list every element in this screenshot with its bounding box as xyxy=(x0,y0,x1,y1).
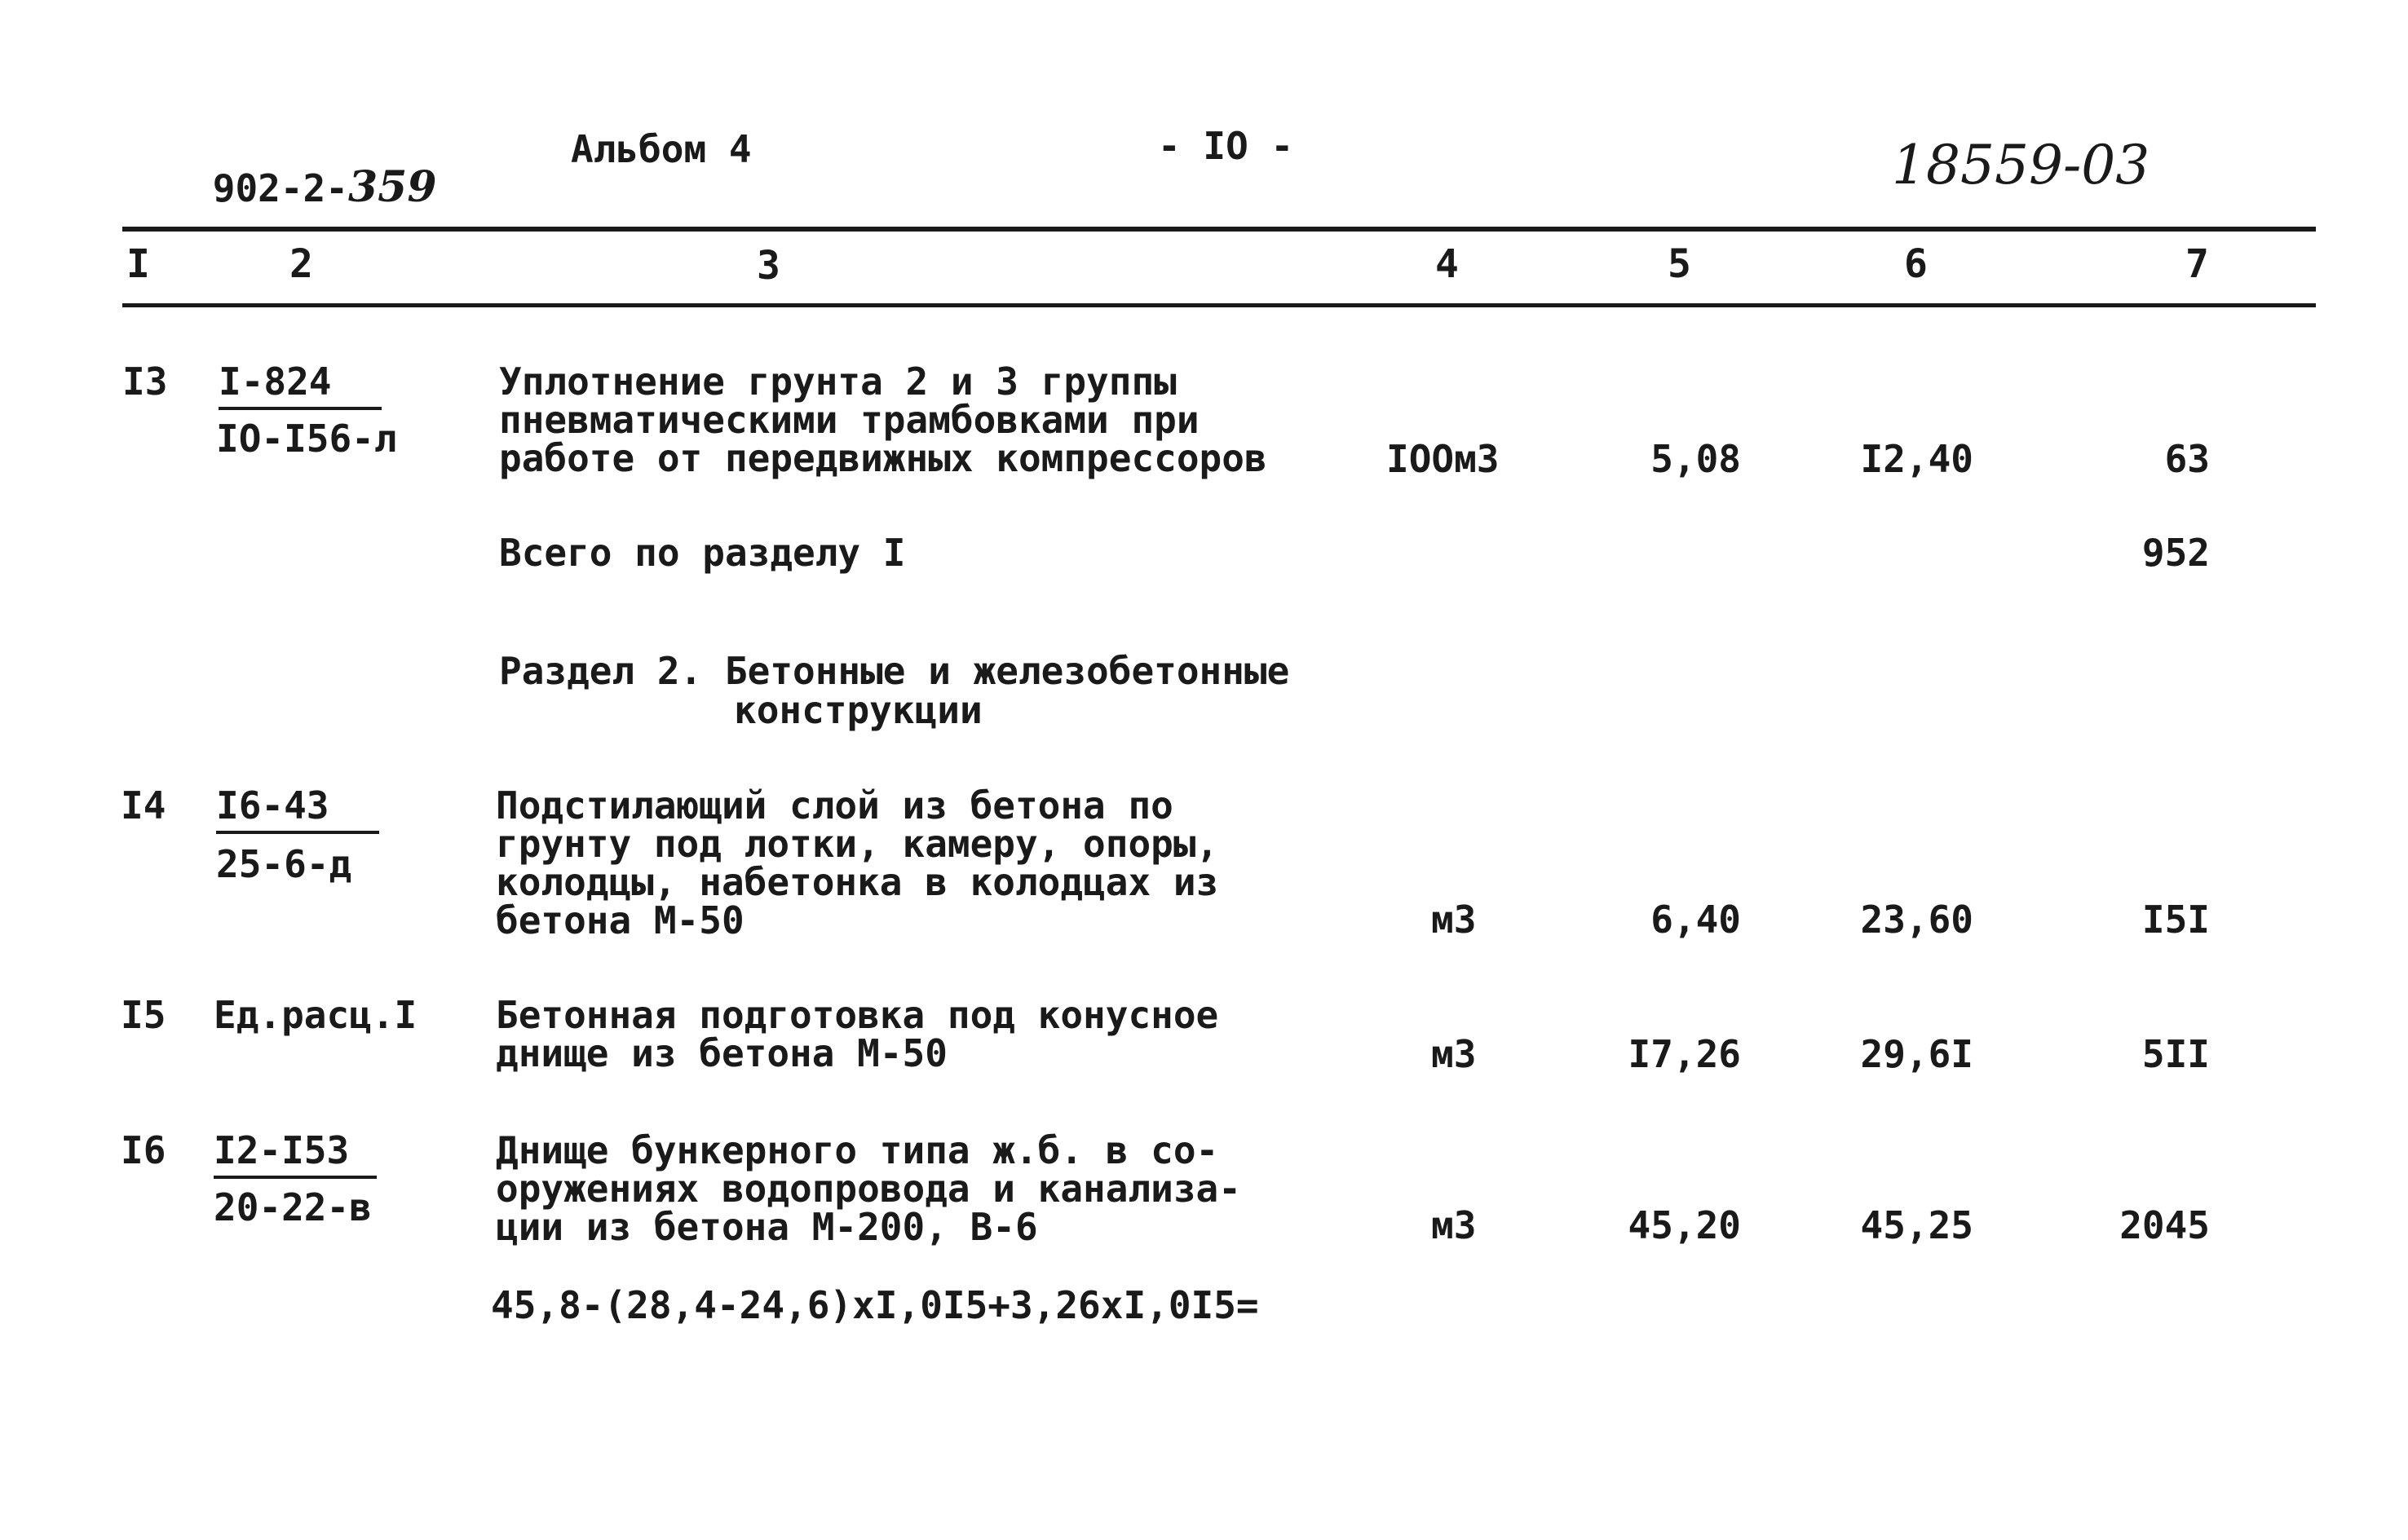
code-top: I2-I53 xyxy=(214,1132,377,1179)
item-total: I5I xyxy=(2141,898,2210,942)
col-header-2: 2 xyxy=(289,241,313,287)
item-unit: IOOм3 xyxy=(1386,437,1500,481)
col-header-1: I xyxy=(126,241,150,287)
item-quantity: 6,40 xyxy=(1650,898,1741,942)
doc-number-handwritten: 18559-03 xyxy=(1892,134,2150,196)
col-header-7: 7 xyxy=(2185,241,2209,287)
section-heading-line2: конструкции xyxy=(734,688,983,732)
col-header-5: 5 xyxy=(1668,241,1691,287)
row-number: I6 xyxy=(121,1128,166,1172)
series-prefix: 902-2- xyxy=(212,166,348,210)
series-handwritten: 359 xyxy=(347,162,437,212)
item-description: Уплотнение грунта 2 и 3 группы пневматическими трамбовками при работе от передвижных компрессоров xyxy=(499,360,1267,480)
item-unit-price: I2,40 xyxy=(1860,437,1973,481)
row-number: I5 xyxy=(121,993,166,1037)
item-quantity: 5,08 xyxy=(1650,437,1741,481)
header-rule-top xyxy=(122,227,2316,232)
item-total: 2045 xyxy=(2119,1203,2210,1247)
item-unit: м3 xyxy=(1431,898,1477,942)
item-unit-price: 29,6I xyxy=(1860,1032,1973,1076)
code-top: I6-43 xyxy=(216,787,379,834)
code-single: Ед.расц.I xyxy=(214,993,418,1037)
subtotal-label: Всего по разделу I xyxy=(499,531,906,575)
item-unit: м3 xyxy=(1431,1032,1477,1076)
album-label: Альбом 4 xyxy=(571,127,752,171)
code-bottom: 25-6-д xyxy=(216,842,352,886)
item-unit-price: 23,60 xyxy=(1860,898,1973,942)
subtotal-value: 952 xyxy=(2141,531,2210,575)
row-number: I3 xyxy=(122,360,168,404)
code-bottom: IO-I56-л xyxy=(216,417,397,461)
col-header-4: 4 xyxy=(1435,241,1459,287)
item-total: 63 xyxy=(2164,437,2210,481)
row-number: I4 xyxy=(121,783,166,827)
header-rule-bottom xyxy=(122,303,2316,307)
item-quantity: I7,26 xyxy=(1628,1032,1741,1076)
section-heading-line1: Раздел 2. Бетонные и железобетонные xyxy=(499,649,1290,693)
col-header-3: 3 xyxy=(757,243,780,289)
page-number: - IO - xyxy=(1158,124,1294,168)
code-top: I-824 xyxy=(219,363,382,410)
col-header-6: 6 xyxy=(1904,241,1928,287)
item-total: 5II xyxy=(2141,1032,2210,1076)
item-quantity: 45,20 xyxy=(1628,1203,1741,1247)
calculation-formula: 45,8-(28,4-24,6)xI,0I5+3,26xI,0I5= xyxy=(491,1283,1259,1327)
item-unit-price: 45,25 xyxy=(1860,1203,1973,1247)
code-bottom: 20-22-в xyxy=(214,1185,372,1229)
item-description: Подстилающий слой из бетона по грунту под лотки, камеру, опоры, колодцы, набетонка в колодцах из бетона М-50 xyxy=(496,783,1219,942)
item-unit: м3 xyxy=(1431,1203,1477,1247)
item-description: Днище бункерного типа ж.б. в со- оружениях водопровода и канализа- ции из бетона М-200, В-6 xyxy=(496,1128,1241,1249)
item-description: Бетонная подготовка под конусное днище из бетона М-50 xyxy=(496,993,1219,1075)
